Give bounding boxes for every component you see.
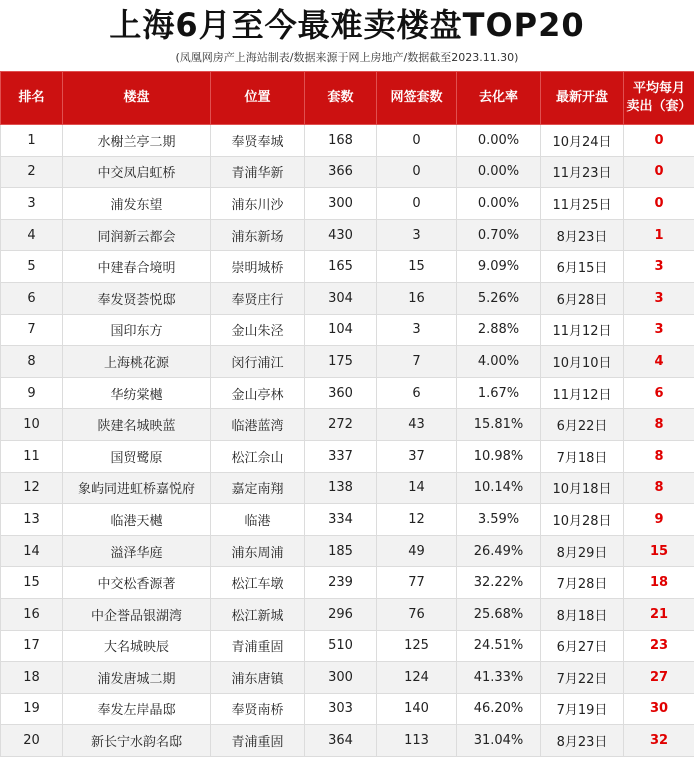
sell-through-cell: 2.88% <box>457 314 541 346</box>
column-header-location: 位置 <box>211 72 305 125</box>
latest-opening-cell: 7月18日 <box>541 440 624 472</box>
table-row <box>1 472 694 504</box>
location-cell: 崇明城桥 <box>211 251 305 283</box>
rank-cell: 6 <box>1 282 63 314</box>
sell-through-cell: 41.33% <box>457 662 541 694</box>
latest-opening-cell: 6月22日 <box>541 409 624 441</box>
sell-through-cell: 9.09% <box>457 251 541 283</box>
monthly-avg-cell: 8 <box>624 472 694 504</box>
location-cell: 松江车墩 <box>211 567 305 599</box>
signed-cell: 140 <box>377 693 457 725</box>
location-cell: 临港蓝湾 <box>211 409 305 441</box>
signed-cell: 124 <box>377 662 457 694</box>
signed-cell: 3 <box>377 219 457 251</box>
sell-through-cell: 3.59% <box>457 504 541 536</box>
location-cell: 嘉定南翔 <box>211 472 305 504</box>
monthly-avg-cell: 32 <box>624 725 694 757</box>
monthly-avg-cell: 8 <box>624 440 694 472</box>
units-cell: 185 <box>305 535 377 567</box>
project-cell: 浦发唐城二期 <box>63 662 211 694</box>
latest-opening-cell: 11月23日 <box>541 156 624 188</box>
table-row <box>1 282 694 314</box>
rank-cell: 19 <box>1 693 63 725</box>
table-row <box>1 504 694 536</box>
project-cell: 中交松香源著 <box>63 567 211 599</box>
sell-through-cell: 4.00% <box>457 346 541 378</box>
project-cell: 象屿同进虹桥嘉悦府 <box>63 472 211 504</box>
monthly-avg-cell: 3 <box>624 314 694 346</box>
latest-opening-cell: 8月23日 <box>541 725 624 757</box>
project-cell: 奉发左岸晶邸 <box>63 693 211 725</box>
sell-through-cell: 15.81% <box>457 409 541 441</box>
column-header-monthly-avg: 平均每月 卖出（套） <box>624 72 694 125</box>
sell-through-cell: 0.00% <box>457 125 541 157</box>
rank-cell: 15 <box>1 567 63 599</box>
monthly-avg-cell: 18 <box>624 567 694 599</box>
project-cell: 水榭兰亭二期 <box>63 125 211 157</box>
units-cell: 334 <box>305 504 377 536</box>
latest-opening-cell: 7月22日 <box>541 662 624 694</box>
units-cell: 337 <box>305 440 377 472</box>
rank-cell: 4 <box>1 219 63 251</box>
rank-cell: 13 <box>1 504 63 536</box>
latest-opening-cell: 10月24日 <box>541 125 624 157</box>
latest-opening-cell: 10月10日 <box>541 346 624 378</box>
signed-cell: 125 <box>377 630 457 662</box>
signed-cell: 37 <box>377 440 457 472</box>
table-row <box>1 630 694 662</box>
table-row <box>1 125 694 157</box>
location-cell: 浦东新场 <box>211 219 305 251</box>
rank-cell: 7 <box>1 314 63 346</box>
column-header-project: 楼盘 <box>63 72 211 125</box>
signed-cell: 6 <box>377 377 457 409</box>
units-cell: 300 <box>305 662 377 694</box>
project-cell: 溢泽华庭 <box>63 535 211 567</box>
latest-opening-cell: 10月18日 <box>541 472 624 504</box>
rank-cell: 3 <box>1 188 63 220</box>
rank-cell: 2 <box>1 156 63 188</box>
location-cell: 浦东周浦 <box>211 535 305 567</box>
latest-opening-cell: 8月23日 <box>541 219 624 251</box>
rank-cell: 18 <box>1 662 63 694</box>
location-cell: 青浦重固 <box>211 630 305 662</box>
rank-cell: 11 <box>1 440 63 472</box>
rank-cell: 16 <box>1 598 63 630</box>
location-cell: 奉贤庄行 <box>211 282 305 314</box>
table-row <box>1 346 694 378</box>
monthly-avg-cell: 23 <box>624 630 694 662</box>
project-cell: 中建春合境明 <box>63 251 211 283</box>
project-cell: 国贸鹭原 <box>63 440 211 472</box>
table-row <box>1 662 694 694</box>
location-cell: 奉贤南桥 <box>211 693 305 725</box>
table-row <box>1 598 694 630</box>
monthly-avg-cell: 6 <box>624 377 694 409</box>
signed-cell: 3 <box>377 314 457 346</box>
table-row <box>1 156 694 188</box>
rank-cell: 1 <box>1 125 63 157</box>
sell-through-cell: 0.00% <box>457 188 541 220</box>
rank-cell: 10 <box>1 409 63 441</box>
units-cell: 366 <box>305 156 377 188</box>
location-cell: 青浦重固 <box>211 725 305 757</box>
table-row <box>1 409 694 441</box>
latest-opening-cell: 6月15日 <box>541 251 624 283</box>
units-cell: 138 <box>305 472 377 504</box>
rank-cell: 9 <box>1 377 63 409</box>
units-cell: 510 <box>305 630 377 662</box>
signed-cell: 12 <box>377 504 457 536</box>
units-cell: 168 <box>305 125 377 157</box>
table-row <box>1 377 694 409</box>
latest-opening-cell: 11月12日 <box>541 314 624 346</box>
units-cell: 304 <box>305 282 377 314</box>
column-header-rank: 排名 <box>1 72 63 125</box>
sell-through-cell: 26.49% <box>457 535 541 567</box>
units-cell: 300 <box>305 188 377 220</box>
project-cell: 上海桃花源 <box>63 346 211 378</box>
project-cell: 大名城映辰 <box>63 630 211 662</box>
column-header-signed: 网签套数 <box>377 72 457 125</box>
latest-opening-cell: 6月28日 <box>541 282 624 314</box>
units-cell: 272 <box>305 409 377 441</box>
sell-through-cell: 46.20% <box>457 693 541 725</box>
signed-cell: 43 <box>377 409 457 441</box>
signed-cell: 7 <box>377 346 457 378</box>
signed-cell: 16 <box>377 282 457 314</box>
source-note: (凤凰网房产上海站制表/数据来源于网上房地产/数据截至2023.11.30) <box>175 51 519 64</box>
units-cell: 175 <box>305 346 377 378</box>
sell-through-cell: 0.00% <box>457 156 541 188</box>
location-cell: 金山亭林 <box>211 377 305 409</box>
signed-cell: 0 <box>377 125 457 157</box>
project-cell: 临港天樾 <box>63 504 211 536</box>
signed-cell: 77 <box>377 567 457 599</box>
table-row <box>1 314 694 346</box>
units-cell: 360 <box>305 377 377 409</box>
project-cell: 同润新云都会 <box>63 219 211 251</box>
signed-cell: 49 <box>377 535 457 567</box>
monthly-avg-cell: 27 <box>624 662 694 694</box>
table-row <box>1 219 694 251</box>
sell-through-cell: 31.04% <box>457 725 541 757</box>
sell-through-cell: 0.70% <box>457 219 541 251</box>
column-header-units: 套数 <box>305 72 377 125</box>
signed-cell: 76 <box>377 598 457 630</box>
units-cell: 364 <box>305 725 377 757</box>
rank-cell: 12 <box>1 472 63 504</box>
project-cell: 华纺棠樾 <box>63 377 211 409</box>
table-row <box>1 725 694 757</box>
location-cell: 浦东川沙 <box>211 188 305 220</box>
table-row <box>1 567 694 599</box>
signed-cell: 14 <box>377 472 457 504</box>
location-cell: 金山朱泾 <box>211 314 305 346</box>
location-cell: 闵行浦江 <box>211 346 305 378</box>
latest-opening-cell: 6月27日 <box>541 630 624 662</box>
rank-cell: 5 <box>1 251 63 283</box>
ranking-table <box>0 71 694 757</box>
monthly-avg-cell: 9 <box>624 504 694 536</box>
rank-cell: 20 <box>1 725 63 757</box>
monthly-avg-cell: 8 <box>624 409 694 441</box>
latest-opening-cell: 11月25日 <box>541 188 624 220</box>
latest-opening-cell: 10月28日 <box>541 504 624 536</box>
table-header-row <box>1 72 694 125</box>
column-header-latest-opening: 最新开盘 <box>541 72 624 125</box>
units-cell: 430 <box>305 219 377 251</box>
rank-cell: 8 <box>1 346 63 378</box>
monthly-avg-cell: 3 <box>624 282 694 314</box>
monthly-avg-cell: 21 <box>624 598 694 630</box>
monthly-avg-cell: 3 <box>624 251 694 283</box>
monthly-avg-cell: 1 <box>624 219 694 251</box>
location-cell: 浦东唐镇 <box>211 662 305 694</box>
units-cell: 239 <box>305 567 377 599</box>
rank-cell: 14 <box>1 535 63 567</box>
latest-opening-cell: 11月12日 <box>541 377 624 409</box>
project-cell: 奉发贤荟悦邸 <box>63 282 211 314</box>
latest-opening-cell: 7月28日 <box>541 567 624 599</box>
sell-through-cell: 10.14% <box>457 472 541 504</box>
sell-through-cell: 24.51% <box>457 630 541 662</box>
project-cell: 浦发东望 <box>63 188 211 220</box>
location-cell: 松江新城 <box>211 598 305 630</box>
monthly-avg-cell: 15 <box>624 535 694 567</box>
sell-through-cell: 10.98% <box>457 440 541 472</box>
table-row <box>1 440 694 472</box>
location-cell: 青浦华新 <box>211 156 305 188</box>
table-row <box>1 188 694 220</box>
monthly-avg-cell: 0 <box>624 125 694 157</box>
monthly-avg-cell: 4 <box>624 346 694 378</box>
table-body <box>1 125 694 757</box>
project-cell: 中企誉品银湖湾 <box>63 598 211 630</box>
signed-cell: 113 <box>377 725 457 757</box>
units-cell: 165 <box>305 251 377 283</box>
location-cell: 临港 <box>211 504 305 536</box>
units-cell: 303 <box>305 693 377 725</box>
sell-through-cell: 32.22% <box>457 567 541 599</box>
rank-cell: 17 <box>1 630 63 662</box>
signed-cell: 15 <box>377 251 457 283</box>
table-row <box>1 693 694 725</box>
column-header-sell-through: 去化率 <box>457 72 541 125</box>
sell-through-cell: 25.68% <box>457 598 541 630</box>
signed-cell: 0 <box>377 188 457 220</box>
location-cell: 奉贤奉城 <box>211 125 305 157</box>
latest-opening-cell: 7月19日 <box>541 693 624 725</box>
units-cell: 104 <box>305 314 377 346</box>
location-cell: 松江佘山 <box>211 440 305 472</box>
monthly-avg-cell: 0 <box>624 188 694 220</box>
units-cell: 296 <box>305 598 377 630</box>
sell-through-cell: 1.67% <box>457 377 541 409</box>
project-cell: 国印东方 <box>63 314 211 346</box>
project-cell: 新长宁水韵名邸 <box>63 725 211 757</box>
table-row <box>1 535 694 567</box>
monthly-avg-cell: 30 <box>624 693 694 725</box>
project-cell: 陕建名城映蓝 <box>63 409 211 441</box>
project-cell: 中交凤启虹桥 <box>63 156 211 188</box>
monthly-avg-cell: 0 <box>624 156 694 188</box>
latest-opening-cell: 8月18日 <box>541 598 624 630</box>
sell-through-cell: 5.26% <box>457 282 541 314</box>
table-row <box>1 251 694 283</box>
signed-cell: 0 <box>377 156 457 188</box>
page-title: 上海6月至今最难卖楼盘TOP20 <box>109 6 585 44</box>
latest-opening-cell: 8月29日 <box>541 535 624 567</box>
